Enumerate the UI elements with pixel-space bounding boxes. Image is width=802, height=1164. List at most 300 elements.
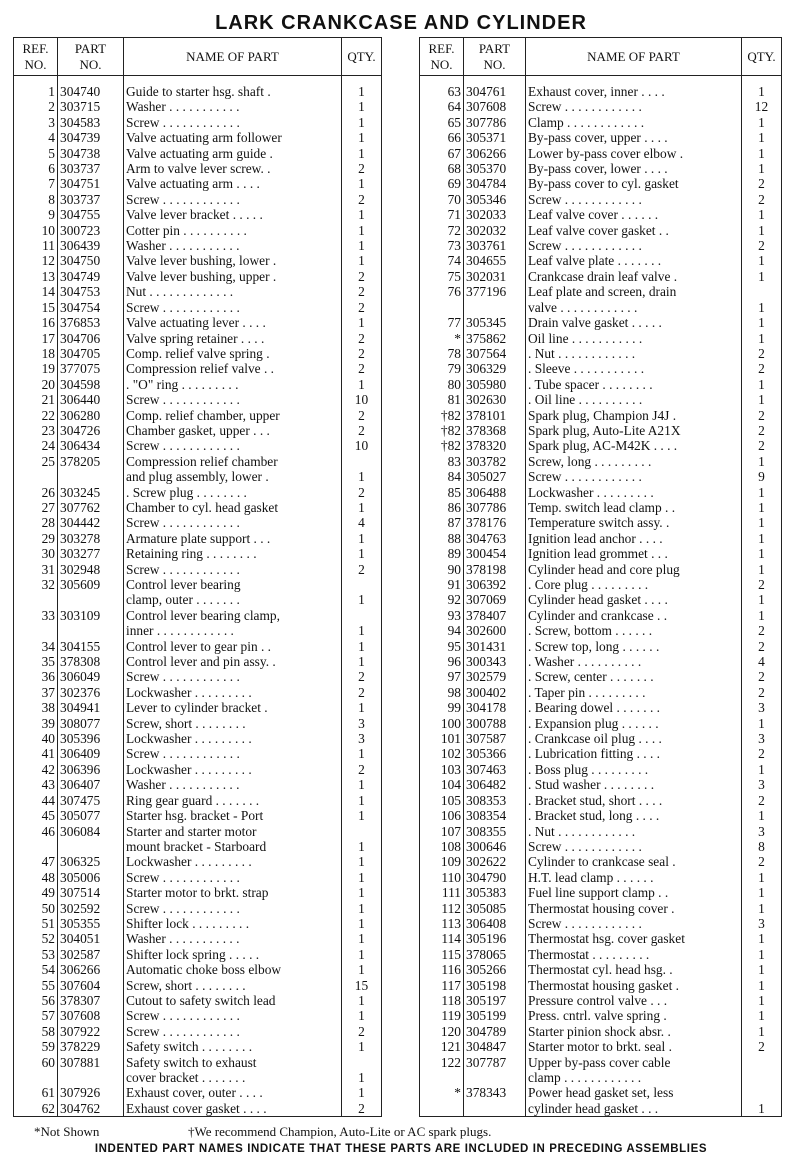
part-name-cell: Screw . . . . . . . . . . . .: [124, 392, 342, 407]
qty-cell: 1: [758, 561, 765, 577]
part-name-cell: . Taper pin . . . . . . . . .: [526, 685, 742, 700]
part-no-cell: 304583: [58, 115, 124, 130]
table-row: [420, 346, 782, 361]
part-name-cell: Exhaust cover gasket . . . .: [124, 1101, 342, 1117]
part-no-cell: 306325: [58, 854, 124, 869]
parts-table-left: [13, 37, 382, 1117]
part-no-cell: 377196: [464, 284, 526, 299]
table-row: [420, 238, 782, 253]
table-row: [420, 870, 782, 885]
qty-cell: 1: [758, 1100, 765, 1116]
part-name-cell: cylinder head gasket . . .: [526, 1101, 742, 1117]
part-no-cell: 304705: [58, 346, 124, 361]
ref-no-cell: 25: [14, 454, 58, 469]
ref-no-cell: 119: [420, 1008, 464, 1023]
ref-no-cell: 54: [14, 962, 58, 977]
ref-no-cell: 94: [420, 623, 464, 638]
ref-no-cell: 102: [420, 746, 464, 761]
part-name-cell: clamp . . . . . . . . . . . .: [526, 1070, 742, 1085]
table-row: [420, 1055, 782, 1070]
table-row: [420, 700, 782, 715]
qty-cell: 2: [358, 284, 365, 300]
ref-no-cell: [420, 1101, 464, 1117]
part-name-cell: Cotter pin . . . . . . . . . .: [124, 223, 342, 238]
part-name-cell: Arm to valve lever screw. .: [124, 161, 342, 176]
ref-no-cell: †82: [420, 423, 464, 438]
ref-no-cell: 117: [420, 978, 464, 993]
part-name-cell: clamp, outer . . . . . . .: [124, 592, 342, 607]
part-no-cell: 302592: [58, 901, 124, 916]
ref-no-cell: *: [420, 331, 464, 346]
qty-cell: 2: [758, 345, 765, 361]
table-row: [14, 253, 382, 268]
part-no-cell: 307564: [464, 346, 526, 361]
ref-no-cell: 1: [14, 76, 58, 100]
table-row: [420, 192, 782, 207]
part-name-cell: inner . . . . . . . . . . . .: [124, 623, 342, 638]
qty-cell: [742, 1070, 782, 1085]
part-no-cell: 305366: [464, 746, 526, 761]
part-name-cell: Ring gear guard . . . . . . .: [124, 793, 342, 808]
part-name-cell: Screw . . . . . . . . . . . .: [124, 1008, 342, 1023]
ref-no-cell: 110: [420, 870, 464, 885]
part-name-cell: Washer . . . . . . . . . . .: [124, 931, 342, 946]
ref-no-cell: 48: [14, 870, 58, 885]
part-name-cell: Screw . . . . . . . . . . . .: [526, 916, 742, 931]
ref-no-cell: 49: [14, 885, 58, 900]
qty-cell: 1: [758, 1023, 765, 1039]
table-row: [420, 623, 782, 638]
ref-no-cell: 114: [420, 931, 464, 946]
part-no-cell: 305027: [464, 469, 526, 484]
part-no-cell: 304740: [58, 76, 124, 100]
table-row: [14, 885, 382, 900]
part-name-cell: Starter motor to brkt. seal .: [526, 1039, 742, 1054]
part-no-cell: 378176: [464, 515, 526, 530]
ref-no-cell: 37: [14, 685, 58, 700]
ref-no-cell: 78: [420, 346, 464, 361]
qty-cell: 1: [358, 469, 365, 485]
part-no-cell: 306488: [464, 485, 526, 500]
qty-cell: 1: [358, 746, 365, 762]
part-name-cell: Temperature switch assy. .: [526, 515, 742, 530]
table-row: [420, 931, 782, 946]
part-no-cell: 300454: [464, 546, 526, 561]
table-row: [420, 1039, 782, 1054]
ref-no-cell: 32: [14, 577, 58, 592]
qty-cell: [742, 1055, 782, 1070]
ref-no-cell: 116: [420, 962, 464, 977]
ref-no-cell: 36: [14, 669, 58, 684]
ref-no-cell: 13: [14, 269, 58, 284]
part-no-cell: 305266: [464, 962, 526, 977]
ref-no-cell: 28: [14, 515, 58, 530]
ref-no-cell: 34: [14, 639, 58, 654]
ref-no-cell: 18: [14, 346, 58, 361]
part-no-header: PART NO.: [58, 38, 124, 76]
qty-cell: [342, 577, 382, 592]
qty-cell: 1: [358, 931, 365, 947]
qty-cell: 2: [758, 191, 765, 207]
qty-cell: 10: [354, 392, 369, 408]
part-name-cell: Spark plug, Champion J4J .: [526, 408, 742, 423]
part-name-cell: Thermostat cyl. head hsg. .: [526, 962, 742, 977]
qty-cell: 1: [358, 84, 365, 99]
part-name-cell: Chamber gasket, upper . . .: [124, 423, 342, 438]
part-no-cell: 306434: [58, 438, 124, 453]
qty-cell: 4: [358, 515, 365, 531]
qty-cell: 2: [358, 1100, 365, 1116]
part-name-cell: . Tube spacer . . . . . . . .: [526, 377, 742, 392]
ref-no-cell: 113: [420, 916, 464, 931]
part-no-header: PART NO.: [464, 38, 526, 76]
qty-cell: 1: [758, 392, 765, 408]
qty-cell: 8: [758, 838, 765, 854]
part-no-cell: 302031: [464, 269, 526, 284]
table-row: [14, 346, 382, 361]
ref-no-cell: 46: [14, 824, 58, 839]
ref-no-cell: 83: [420, 454, 464, 469]
part-name-cell: Thermostat . . . . . . . . .: [526, 947, 742, 962]
part-no-cell: 304763: [464, 531, 526, 546]
qty-cell: 1: [758, 761, 765, 777]
ref-no-cell: 50: [14, 901, 58, 916]
ref-no-cell: 86: [420, 500, 464, 515]
ref-no-cell: 101: [420, 731, 464, 746]
ref-no-cell: 61: [14, 1085, 58, 1100]
ref-no-cell: [14, 839, 58, 854]
qty-cell: 1: [758, 592, 765, 608]
qty-cell: 1: [758, 330, 765, 346]
part-name-cell: Cutout to safety switch lead: [124, 993, 342, 1008]
table-row: [420, 377, 782, 392]
qty-cell: [342, 608, 382, 623]
part-no-cell: 303761: [464, 238, 526, 253]
table-row: [14, 408, 382, 423]
ref-no-cell: 84: [420, 469, 464, 484]
table-row: [420, 331, 782, 346]
qty-cell: 2: [758, 438, 765, 454]
part-no-cell: 306409: [58, 746, 124, 761]
qty-cell: 1: [358, 900, 365, 916]
part-no-cell: 304739: [58, 130, 124, 145]
table-row: [420, 854, 782, 869]
qty-cell: 2: [358, 330, 365, 346]
part-no-cell: 304706: [58, 331, 124, 346]
qty-cell: 2: [358, 345, 365, 361]
ref-no-cell: 43: [14, 777, 58, 792]
table-row: [14, 824, 382, 839]
part-no-cell: 304754: [58, 300, 124, 315]
page-title: LARK CRANKCASE AND CYLINDER: [215, 12, 587, 34]
ref-no-cell: 11: [14, 238, 58, 253]
part-name-cell: . Boss plug . . . . . . . . .: [526, 762, 742, 777]
ref-no-cell: 26: [14, 485, 58, 500]
qty-cell: 2: [358, 761, 365, 777]
table-row: [14, 777, 382, 792]
part-name-cell: Valve actuating lever . . . .: [124, 315, 342, 330]
part-name-cell: Valve spring retainer . . . .: [124, 331, 342, 346]
part-name-cell: . Screw plug . . . . . . . .: [124, 485, 342, 500]
part-name-cell: . Stud washer . . . . . . . .: [526, 777, 742, 792]
part-no-cell: [58, 469, 124, 484]
part-no-cell: 307604: [58, 978, 124, 993]
table-row: [14, 515, 382, 530]
part-name-cell: Drain valve gasket . . . . .: [526, 315, 742, 330]
ref-no-cell: 81: [420, 392, 464, 407]
ref-no-cell: 96: [420, 654, 464, 669]
part-no-cell: 303737: [58, 192, 124, 207]
part-no-cell: 304726: [58, 423, 124, 438]
qty-cell: 2: [358, 407, 365, 423]
part-no-cell: 305345: [464, 315, 526, 330]
part-no-cell: 305355: [58, 916, 124, 931]
qty-cell: 1: [758, 114, 765, 130]
ref-no-cell: 10: [14, 223, 58, 238]
part-name-cell: Leaf plate and screen, drain: [526, 284, 742, 299]
table-row: [14, 161, 382, 176]
part-name-cell: Temp. switch lead clamp . .: [526, 500, 742, 515]
table-row: [14, 870, 382, 885]
table-row: [420, 485, 782, 500]
part-name-cell: Cylinder head gasket . . . .: [526, 592, 742, 607]
part-no-cell: 302630: [464, 392, 526, 407]
part-name-cell: Valve lever bracket . . . . .: [124, 207, 342, 222]
qty-cell: 2: [758, 669, 765, 685]
part-no-cell: 305085: [464, 901, 526, 916]
part-name-cell: Safety switch . . . . . . . .: [124, 1039, 342, 1054]
table-row: [14, 130, 382, 145]
part-name-cell: Leaf valve plate . . . . . . .: [526, 253, 742, 268]
part-no-cell: 306084: [58, 824, 124, 839]
table-row: [14, 762, 382, 777]
table-row: [420, 793, 782, 808]
ref-no-cell: 3: [14, 115, 58, 130]
table-row: [14, 716, 382, 731]
qty-cell: 1: [358, 176, 365, 192]
qty-cell: 1: [758, 222, 765, 238]
ref-no-cell: [14, 623, 58, 638]
qty-cell: 1: [758, 546, 765, 562]
part-no-cell: 304755: [58, 207, 124, 222]
part-name-cell: and plug assembly, lower .: [124, 469, 342, 484]
table-row: [420, 454, 782, 469]
part-name-cell: . Nut . . . . . . . . . . . .: [526, 824, 742, 839]
qty-cell: 2: [758, 854, 765, 870]
table-row: [420, 1085, 782, 1100]
part-name-cell: Valve actuating arm guide .: [124, 146, 342, 161]
qty-cell: 12: [754, 99, 769, 115]
table-row: [14, 947, 382, 962]
part-no-cell: 306439: [58, 238, 124, 253]
part-no-cell: 301431: [464, 639, 526, 654]
table-row: [14, 546, 382, 561]
qty-cell: 1: [758, 1008, 765, 1024]
qty-cell: 1: [358, 854, 365, 870]
table-row: [420, 562, 782, 577]
part-name-cell: . Bracket stud, long . . . .: [526, 808, 742, 823]
part-name-cell: Retaining ring . . . . . . . .: [124, 546, 342, 561]
table-row: [420, 1101, 782, 1117]
ref-no-cell: 100: [420, 716, 464, 731]
qty-cell: 1: [758, 484, 765, 500]
qty-cell: 1: [358, 1070, 365, 1085]
part-no-cell: 378198: [464, 562, 526, 577]
part-no-cell: 304738: [58, 146, 124, 161]
qty-cell: 1: [358, 915, 365, 931]
ref-no-cell: 17: [14, 331, 58, 346]
part-no-cell: 306266: [58, 962, 124, 977]
ref-no-cell: 80: [420, 377, 464, 392]
part-name-header: NAME OF PART: [124, 38, 342, 76]
ref-no-cell: 6: [14, 161, 58, 176]
ref-no-cell: 4: [14, 130, 58, 145]
table-row: [14, 1008, 382, 1023]
part-name-cell: Compression relief chamber: [124, 454, 342, 469]
table-row: [420, 716, 782, 731]
ref-no-cell: 59: [14, 1039, 58, 1054]
table-row: [14, 454, 382, 469]
table-row: [420, 1008, 782, 1023]
table-row: [420, 901, 782, 916]
table-row: [420, 438, 782, 453]
part-name-cell: Screw . . . . . . . . . . . .: [124, 300, 342, 315]
qty-cell: 2: [358, 361, 365, 377]
qty-cell: 1: [358, 654, 365, 670]
ref-no-cell: 44: [14, 793, 58, 808]
qty-header: QTY.: [742, 38, 782, 76]
part-name-cell: Screw . . . . . . . . . . . .: [526, 192, 742, 207]
table-row: [14, 146, 382, 161]
part-no-cell: 376853: [58, 315, 124, 330]
ref-no-cell: 85: [420, 485, 464, 500]
part-no-cell: [58, 1070, 124, 1085]
table-row: [14, 577, 382, 592]
qty-cell: 2: [758, 407, 765, 423]
qty-cell: 1: [758, 499, 765, 515]
table-row: [14, 592, 382, 607]
part-no-cell: 308077: [58, 716, 124, 731]
qty-cell: 1: [358, 992, 365, 1008]
qty-cell: 1: [758, 946, 765, 962]
ref-no-cell: 62: [14, 1101, 58, 1117]
qty-cell: 1: [358, 1039, 365, 1055]
ref-no-cell: 14: [14, 284, 58, 299]
table-row: [420, 300, 782, 315]
part-no-cell: 307922: [58, 1024, 124, 1039]
ref-no-cell: [14, 469, 58, 484]
part-name-cell: Control lever bearing clamp,: [124, 608, 342, 623]
table-row: [420, 669, 782, 684]
part-no-cell: 306408: [464, 916, 526, 931]
ref-no-cell: 121: [420, 1039, 464, 1054]
part-name-cell: Thermostat hsg. cover gasket: [526, 931, 742, 946]
part-name-cell: valve . . . . . . . . . . . .: [526, 300, 742, 315]
part-no-cell: 305370: [464, 161, 526, 176]
table-row: [420, 546, 782, 561]
qty-cell: 1: [758, 130, 765, 146]
part-no-cell: 304753: [58, 284, 124, 299]
table-row: [420, 731, 782, 746]
part-name-cell: Safety switch to exhaust: [124, 1055, 342, 1070]
table-row: [14, 901, 382, 916]
qty-cell: 2: [358, 191, 365, 207]
ref-no-cell: 27: [14, 500, 58, 515]
table-row: [14, 315, 382, 330]
table-row: [14, 377, 382, 392]
part-no-cell: 306396: [58, 762, 124, 777]
ref-no-cell: 9: [14, 207, 58, 222]
part-no-cell: 303277: [58, 546, 124, 561]
table-row: [14, 99, 382, 114]
ref-no-header: REF. NO.: [14, 38, 58, 76]
ref-no-cell: 65: [420, 115, 464, 130]
table-row: [420, 115, 782, 130]
ref-no-cell: 67: [420, 146, 464, 161]
part-name-cell: Armature plate support . . .: [124, 531, 342, 546]
part-name-cell: cover bracket . . . . . . .: [124, 1070, 342, 1085]
ref-no-cell: 21: [14, 392, 58, 407]
part-name-cell: Lockwasher . . . . . . . . .: [124, 685, 342, 700]
part-name-cell: Screw . . . . . . . . . . . .: [526, 469, 742, 484]
qty-cell: 1: [358, 962, 365, 978]
part-name-cell: Valve actuating arm . . . .: [124, 176, 342, 191]
part-name-cell: . Sleeve . . . . . . . . . . .: [526, 361, 742, 376]
part-name-cell: Spark plug, Auto-Lite A21X: [526, 423, 742, 438]
ref-no-cell: 87: [420, 515, 464, 530]
ref-no-cell: 98: [420, 685, 464, 700]
part-name-cell: Screw . . . . . . . . . . . .: [124, 870, 342, 885]
ref-no-cell: 75: [420, 269, 464, 284]
part-no-cell: 302622: [464, 854, 526, 869]
part-name-cell: Lockwasher . . . . . . . . .: [124, 762, 342, 777]
part-name-cell: . Bearing dowel . . . . . . .: [526, 700, 742, 715]
ref-no-cell: 60: [14, 1055, 58, 1070]
ref-no-cell: 57: [14, 1008, 58, 1023]
part-name-cell: Leaf valve cover gasket . .: [526, 223, 742, 238]
ref-no-header: REF. NO.: [420, 38, 464, 76]
table-row: [420, 284, 782, 299]
table-row: [14, 669, 382, 684]
part-name-cell: . Bracket stud, short . . . .: [526, 793, 742, 808]
qty-cell: 1: [758, 931, 765, 947]
table-row: [420, 746, 782, 761]
part-no-cell: 307475: [58, 793, 124, 808]
part-no-cell: 303737: [58, 161, 124, 176]
table-row: [14, 238, 382, 253]
part-name-cell: Valve lever bushing, lower .: [124, 253, 342, 268]
part-no-cell: 378229: [58, 1039, 124, 1054]
ref-no-cell: 118: [420, 993, 464, 1008]
ref-no-cell: †82: [420, 408, 464, 423]
part-name-cell: Chamber to cyl. head gasket: [124, 500, 342, 515]
ref-no-cell: 40: [14, 731, 58, 746]
part-no-cell: 304941: [58, 700, 124, 715]
part-no-cell: 302376: [58, 685, 124, 700]
part-no-cell: 304655: [464, 253, 526, 268]
part-name-cell: mount bracket - Starboard: [124, 839, 342, 854]
ref-no-cell: 108: [420, 839, 464, 854]
part-no-cell: 305396: [58, 731, 124, 746]
parts-table-body: [14, 76, 382, 1117]
ref-no-cell: 38: [14, 700, 58, 715]
part-name-cell: Screw . . . . . . . . . . . .: [526, 839, 742, 854]
ref-no-cell: 51: [14, 916, 58, 931]
part-no-cell: 304762: [58, 1101, 124, 1117]
part-name-cell: Control lever to gear pin . .: [124, 639, 342, 654]
qty-cell: 1: [758, 977, 765, 993]
spark-plug-note: †We recommend Champion, Auto-Lite or AC spark plugs.: [188, 1124, 492, 1139]
